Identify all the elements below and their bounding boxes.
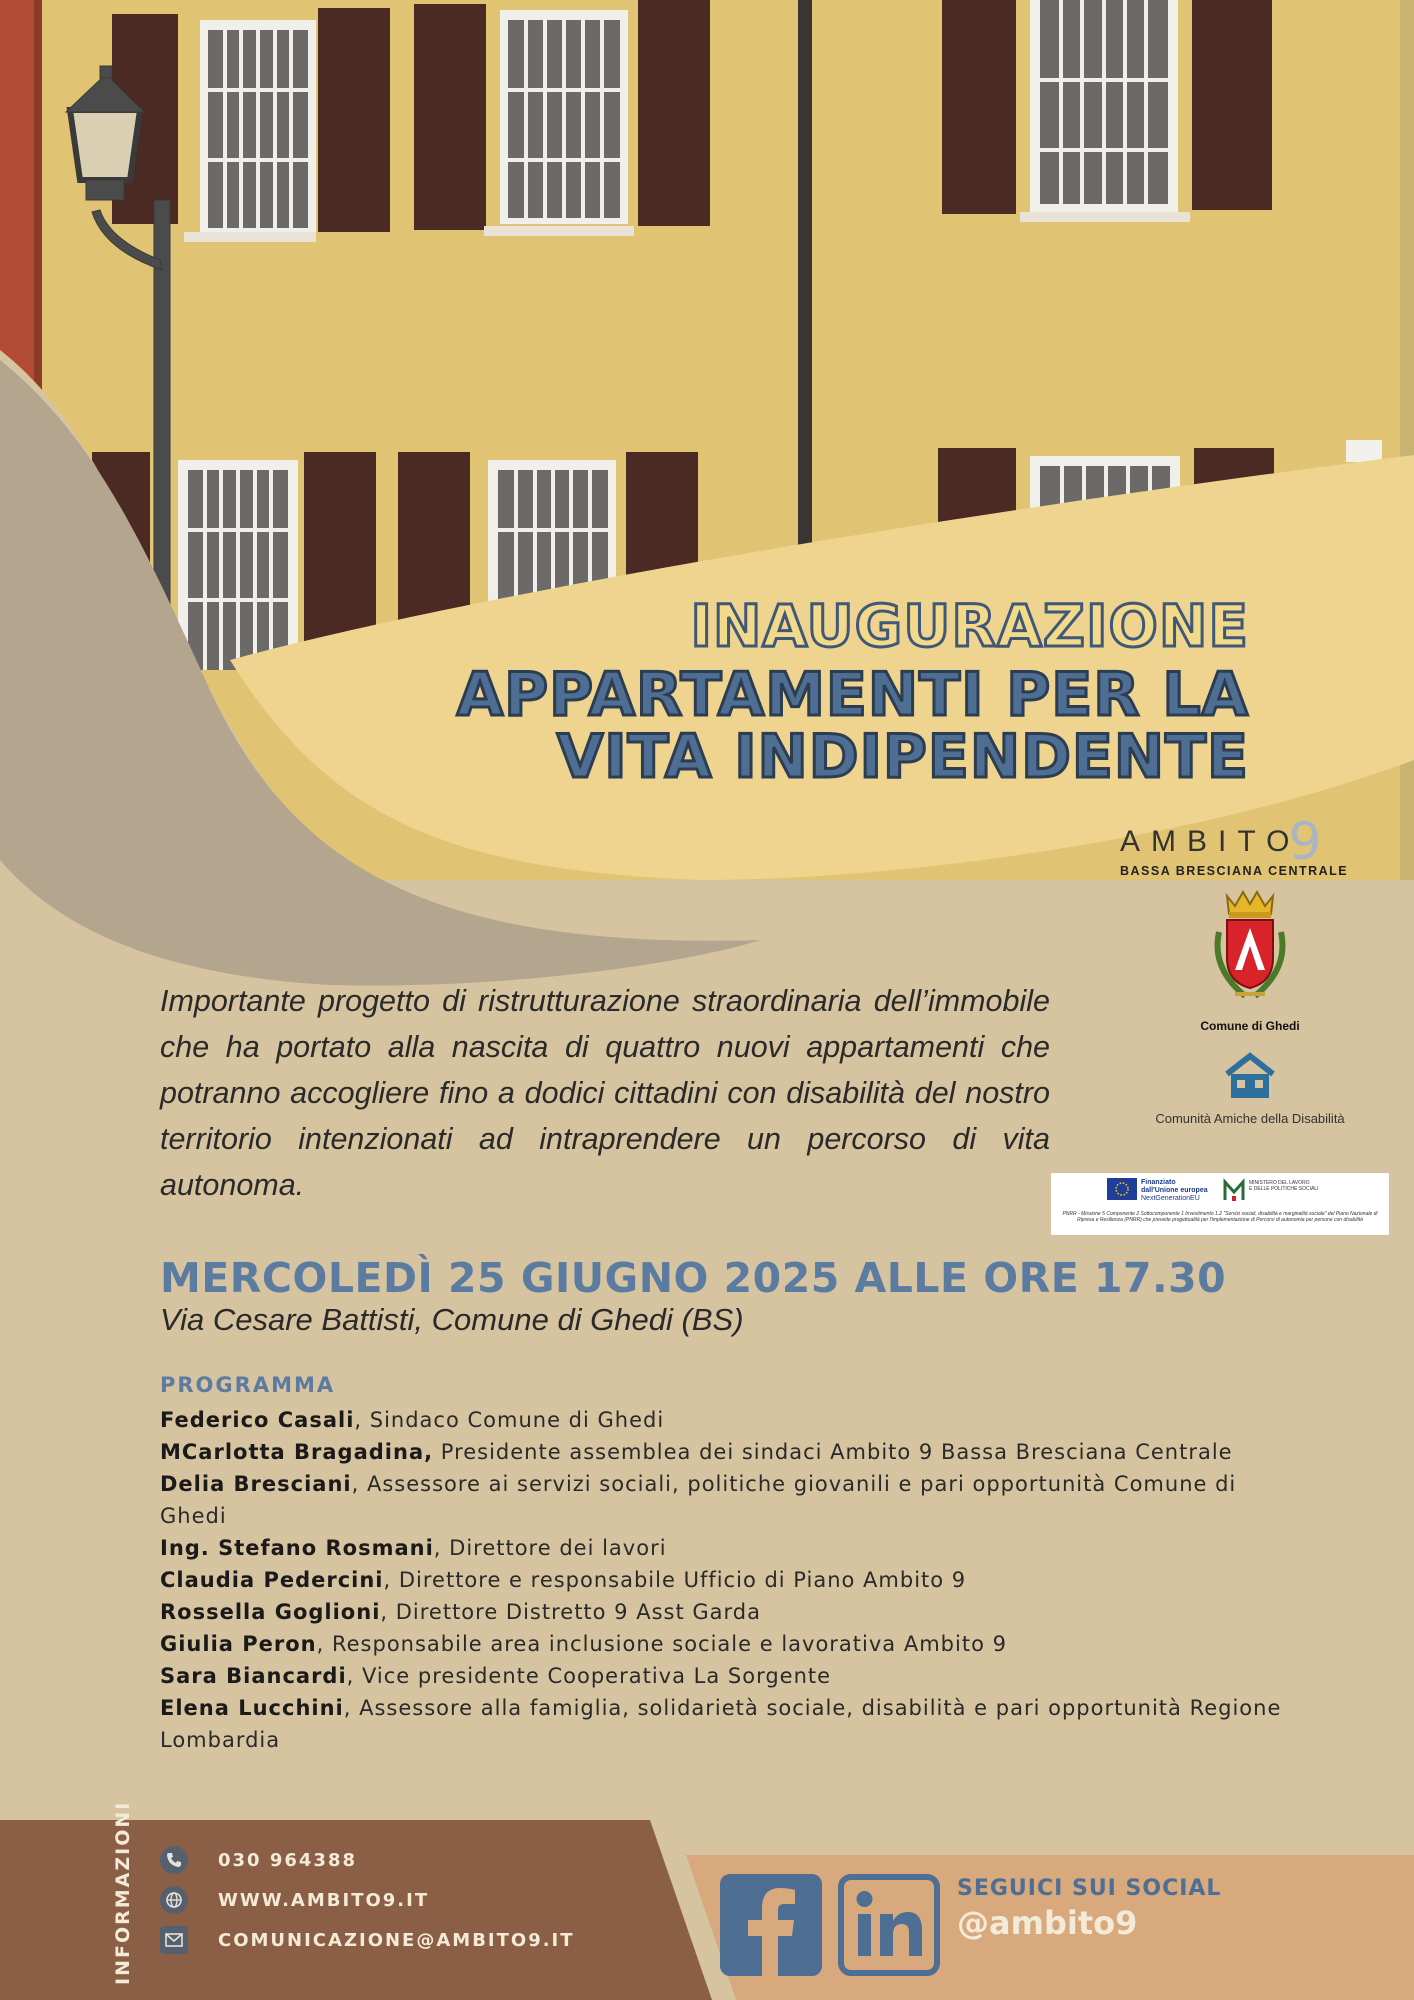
email-link[interactable]: COMUNICAZIONE@AMBITO9.IT <box>218 1929 575 1951</box>
speaker-role: , Direttore e responsabile Ufficio di Piano Ambito 9 <box>383 1568 967 1592</box>
eu-funded-line3: NextGenerationEU <box>1141 1195 1200 1202</box>
info-label: INFORMAZIONI <box>112 1800 134 1985</box>
speaker-name: Sara Biancardi <box>160 1664 347 1688</box>
program-item <box>160 1468 1290 1532</box>
phone-icon <box>160 1846 188 1874</box>
speaker-role: Presidente assemblea dei sindaci Ambito 9 Bassa Bresciana Centrale <box>433 1440 1233 1464</box>
ambito-logo-word: AMBITO <box>1120 825 1301 858</box>
globe-icon <box>160 1886 188 1914</box>
event-place: Via Cesare Battisti, Comune di Ghedi (BS) <box>160 1302 744 1337</box>
program-item <box>160 1404 1290 1436</box>
speaker-name: Federico Casali <box>160 1408 355 1432</box>
house-icon <box>1223 1052 1277 1100</box>
ambito9-logo <box>1120 812 1370 878</box>
speaker-role: , Assessore alla famiglia, solidarietà sociale, disabilità e pari opportunità Regione Lombardia <box>160 1696 1282 1752</box>
contact-email[interactable] <box>160 1926 575 1954</box>
speaker-role: , Sindaco Comune di Ghedi <box>354 1408 665 1432</box>
ghedi-crest <box>1180 888 1320 1033</box>
program-item <box>160 1660 1290 1692</box>
cad-label: Comunità Amiche della Disabilità <box>1155 1111 1345 1126</box>
ministry-emblem-icon <box>1223 1178 1245 1202</box>
ambito-logo-subtitle: BASSA BRESCIANA CENTRALE <box>1120 864 1349 878</box>
eu-funded-line2: dall'Unione europea <box>1141 1187 1208 1194</box>
website-link[interactable]: WWW.AMBITO9.IT <box>218 1889 430 1911</box>
program-label: PROGRAMMA <box>160 1373 336 1397</box>
crest-icon <box>1205 888 1295 1012</box>
speaker-role: , Direttore dei lavori <box>433 1536 667 1560</box>
speaker-role: , Direttore Distretto 9 Asst Garda <box>380 1600 761 1624</box>
speaker-role: , Responsabile area inclusione sociale e lavorativa Ambito 9 <box>316 1632 1007 1656</box>
speaker-name: Elena Lucchini <box>160 1696 344 1720</box>
cad-logo <box>1130 1052 1370 1126</box>
ministry-line1: MINISTERO DEL LAVORO <box>1249 1180 1310 1186</box>
eu-funded-line1: Finanziato <box>1141 1179 1176 1186</box>
eu-funding-strip <box>1051 1173 1389 1235</box>
pnrr-note: PNRR - Missione 5 Componente 2 Sottocomponente 1 Investimento 1.2 "Servizi sociali, disabilità e marginalità sociale" del Piano Nazionale di Ripresa e Resilienza (PNRR) che prevede progettualità per l'implementazione di Percorsi di autonomia per persone con disabilità <box>1062 1211 1378 1223</box>
event-date: MERCOLEDÌ 25 GIUGNO 2025 ALLE ORE 17.30 <box>160 1254 1227 1302</box>
program-item <box>160 1628 1290 1660</box>
title-line-3: VITA INDIPENDENTE <box>556 722 1249 792</box>
program-item <box>160 1436 1290 1468</box>
facebook-icon[interactable] <box>720 1874 822 1976</box>
ghedi-label: Comune di Ghedi <box>1200 1019 1300 1033</box>
program-list <box>160 1404 1290 1756</box>
title-line-2: APPARTAMENTI PER LA <box>456 660 1249 730</box>
program-item <box>160 1564 1290 1596</box>
intro-paragraph: Importante progetto di ristrutturazione straordinaria dell’immobile che ha portato alla nascita di quattro nuovi appartamenti che potranno accogliere fino a dodici cittadini con disabilità del nostro territorio intenzionati ad intraprendere un percorso di vita autonoma. <box>160 984 1050 1202</box>
speaker-role: , Assessore ai servizi sociali, politiche giovanili e pari opportunità Comune di Ghedi <box>160 1472 1237 1528</box>
speaker-name: Giulia Peron <box>160 1632 317 1656</box>
program-item <box>160 1692 1290 1756</box>
follow-label: SEGUICI SUI SOCIAL <box>957 1876 1222 1901</box>
speaker-name: Delia Bresciani <box>160 1472 352 1496</box>
ambito-logo-number: 9 <box>1288 812 1322 872</box>
speaker-role: , Vice presidente Cooperativa La Sorgente <box>346 1664 832 1688</box>
contact-website[interactable] <box>160 1886 429 1914</box>
speaker-name: MCarlotta Bragadina, <box>160 1440 434 1464</box>
social-handle[interactable]: @ambito9 <box>957 1904 1138 1942</box>
speaker-name: Claudia Pedercini <box>160 1568 384 1592</box>
program-item <box>160 1532 1290 1564</box>
ministry-line2: E DELLE POLITICHE SOCIALI <box>1249 1186 1319 1192</box>
mail-icon <box>160 1926 188 1954</box>
speaker-name: Ing. Stefano Rosmani <box>160 1536 434 1560</box>
program-item <box>160 1596 1290 1628</box>
linkedin-icon[interactable] <box>838 1874 940 1976</box>
contact-phone[interactable] <box>160 1846 357 1874</box>
title-inaugurazione: INAUGURAZIONE <box>690 592 1249 660</box>
speaker-name: Rossella Goglioni <box>160 1600 381 1624</box>
eu-flag-icon <box>1107 1178 1137 1200</box>
phone-number[interactable]: 030 964388 <box>218 1849 357 1871</box>
